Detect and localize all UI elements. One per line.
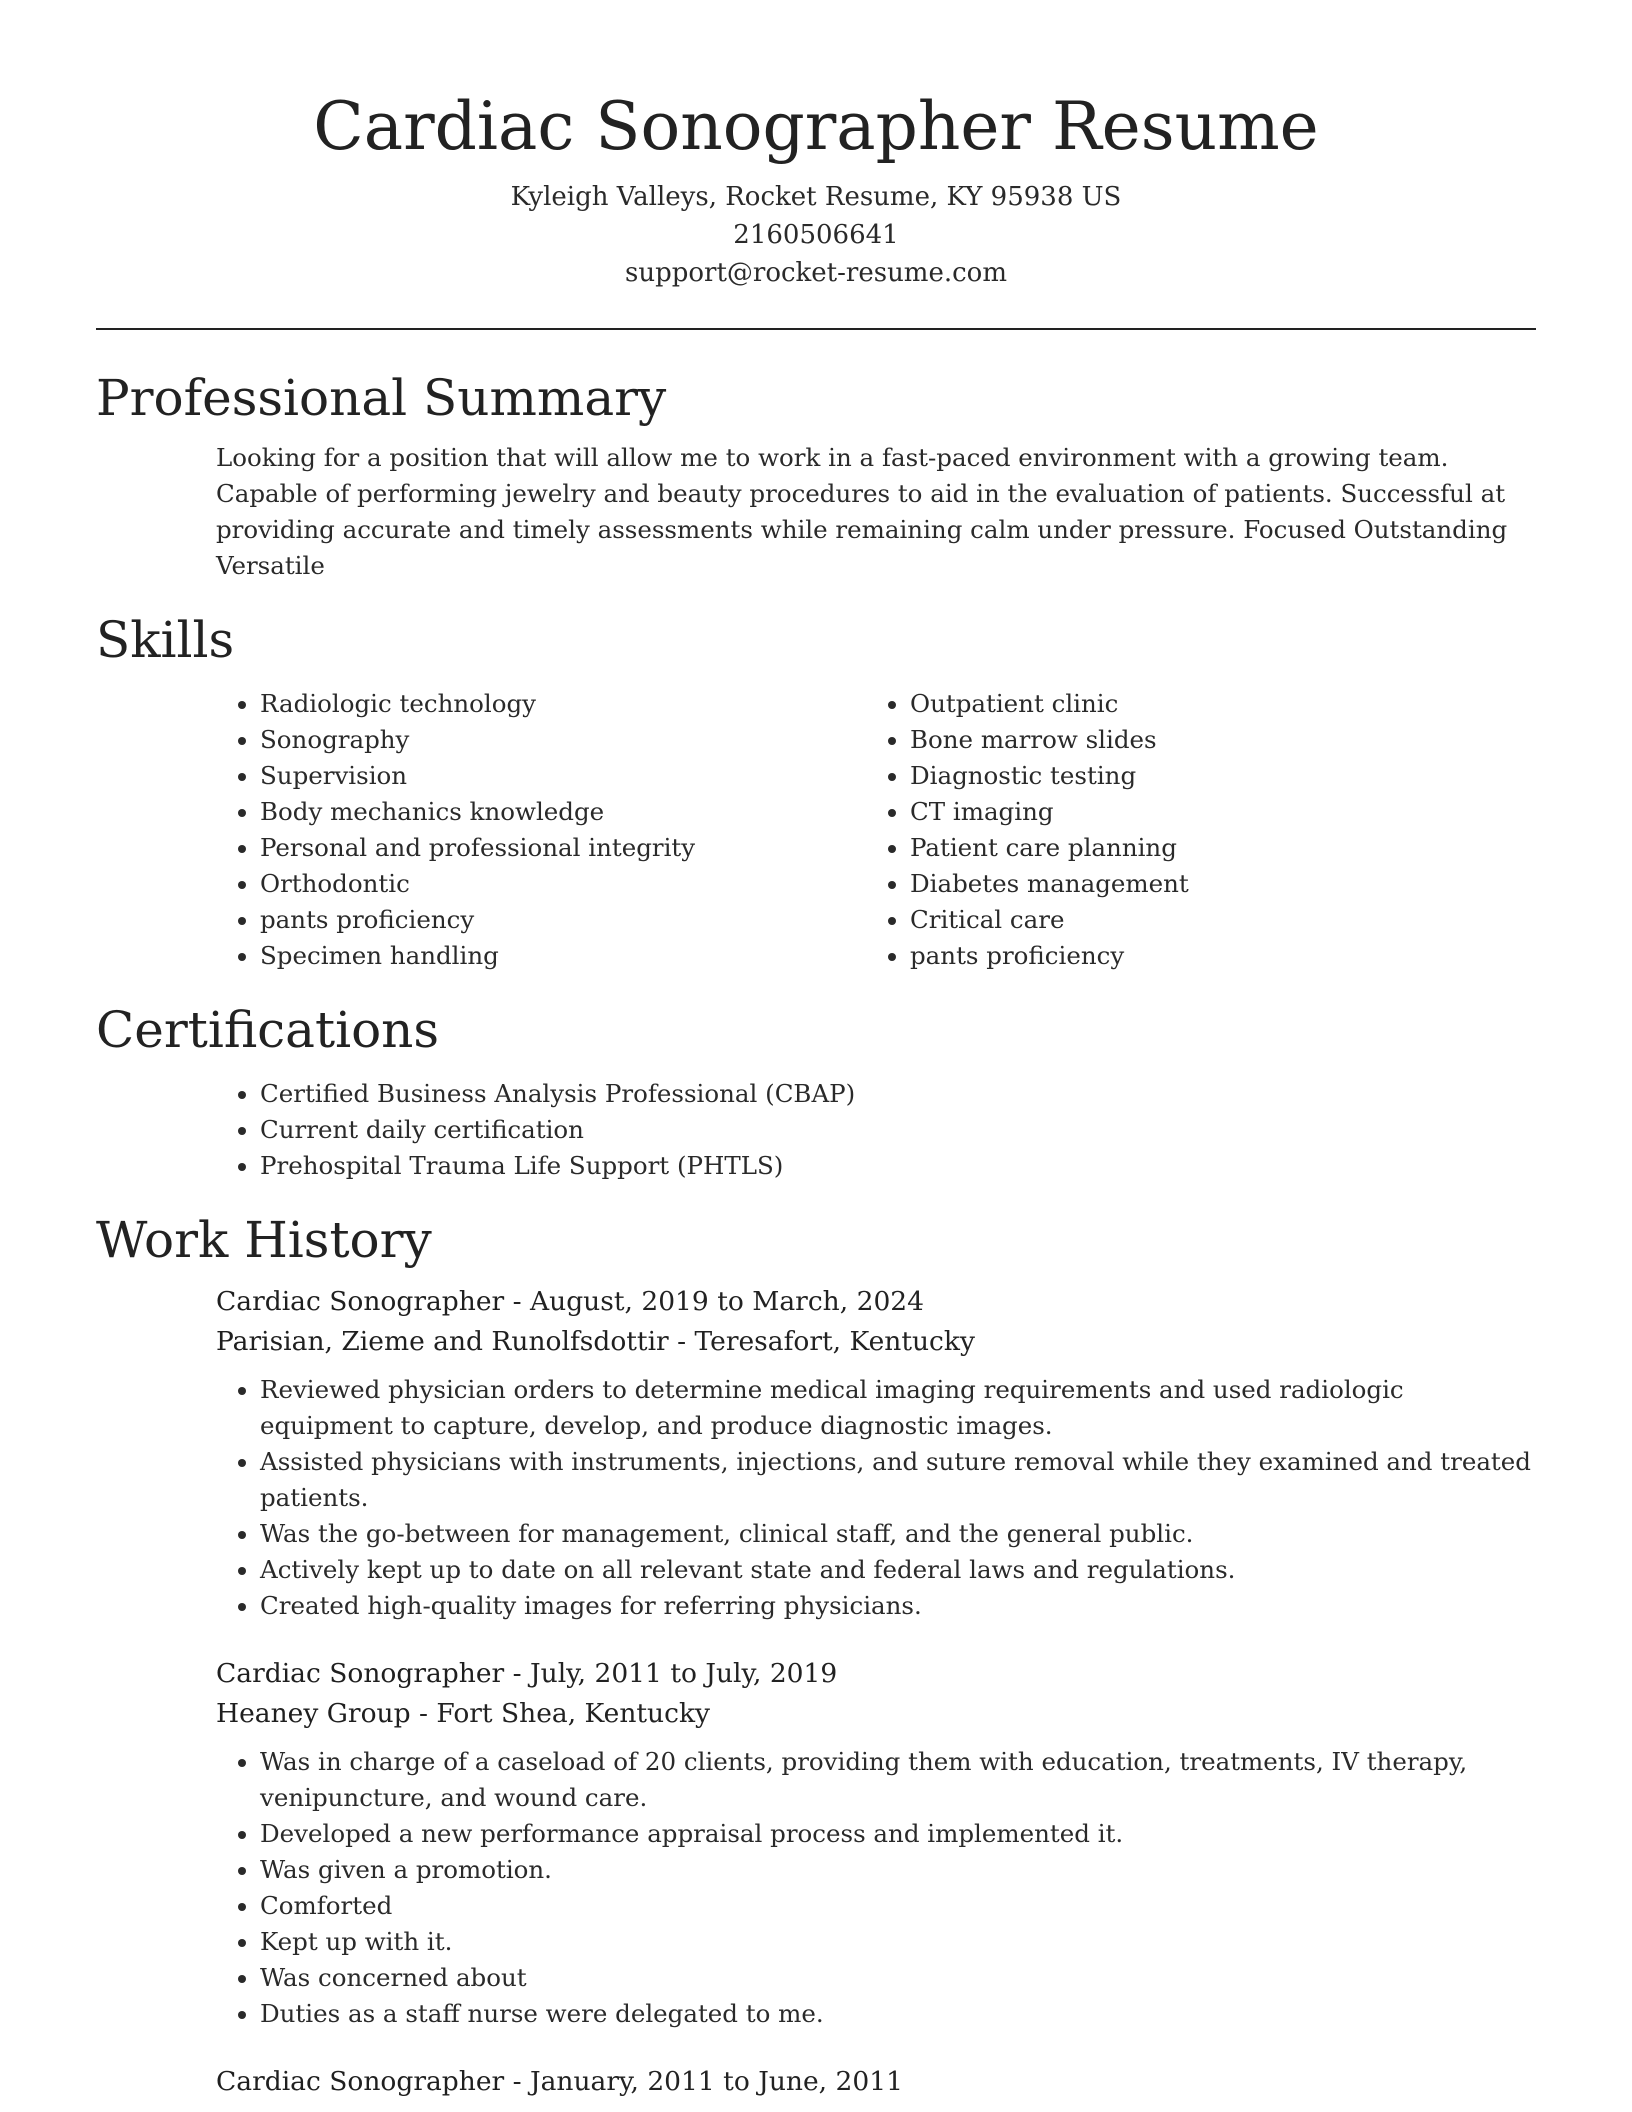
job-role: Cardiac Sonographer <box>216 2066 505 2097</box>
skills-section <box>96 608 1536 974</box>
job-location: Teresafort, Kentucky <box>694 1326 975 1357</box>
job-role: Cardiac Sonographer <box>216 1286 505 1317</box>
job-company-line: Heaney Group - Fort Shea, Kentucky <box>216 1698 710 1729</box>
job-duty: • Was in charge of a caseload of 20 clients, providing them with education, treatments, IV therapy, venipuncture, and wound care. <box>260 1744 1536 1816</box>
job-duty: • Was given a promotion. <box>260 1852 1536 1888</box>
skill-item: • Patient care planning <box>910 830 1410 866</box>
certification-item: • Current daily certification <box>260 1112 1536 1148</box>
certification-item: • Certified Business Analysis Professional (CBAP) <box>260 1076 1536 1112</box>
header-divider <box>96 328 1536 330</box>
skills-columns <box>96 686 1536 974</box>
skill-item: • Outpatient clinic <box>910 686 1410 722</box>
job-company: Parisian, Zieme and Runolfsdottir <box>216 1326 669 1357</box>
job-entry <box>96 1654 1536 2032</box>
job-duty: • Reviewed physician orders to determine medical imaging requirements and used radiologic equipment to capture, develop, and produce diagnostic images. <box>260 1372 1536 1444</box>
resume-title: Cardiac Sonographer Resume <box>313 88 1319 165</box>
job-dates: January, 2011 to June, 2011 <box>530 2066 903 2097</box>
job-company: Heaney Group <box>216 1698 411 1729</box>
job-dates: July, 2011 to July, 2019 <box>530 1658 838 1689</box>
job-duty: • Duties as a staff nurse were delegated to me. <box>260 1996 1536 2032</box>
job-title-line: Cardiac Sonographer - August, 2019 to March, 2024 <box>216 1286 925 1317</box>
job-title-line: Cardiac Sonographer - July, 2011 to July, 2019 <box>216 1658 838 1689</box>
summary-heading: Professional Summary <box>96 369 667 427</box>
job-entry <box>96 2062 1536 2102</box>
skill-item: • Body mechanics knowledge <box>260 794 746 830</box>
job-duties-list <box>96 1744 1536 2032</box>
summary-text: Looking for a position that will allow me to work in a fast-paced environment with a growing team. Capable of performing jewelry and beauty procedures to aid in the evaluation of patients. Successful at providing accurate and timely assessments while remaining calm under pressure. Focused Outstanding Versatile <box>216 443 1508 580</box>
summary-section <box>96 366 1536 584</box>
job-entry <box>96 1282 1536 1624</box>
job-duty: • Kept up with it. <box>260 1924 1536 1960</box>
certifications-section <box>96 998 1536 1184</box>
job-company-line: Parisian, Zieme and Runolfsdottir - Teresafort, Kentucky <box>216 1326 975 1357</box>
job-duty: • Was concerned about <box>260 1960 1536 1996</box>
skills-list-right <box>746 686 1410 974</box>
job-duty: • Comforted <box>260 1888 1536 1924</box>
skill-item: • Bone marrow slides <box>910 722 1410 758</box>
job-duty: • Developed a new performance appraisal process and implemented it. <box>260 1816 1536 1852</box>
skill-item: • Supervision <box>260 758 746 794</box>
certification-item: • Prehospital Trauma Life Support (PHTLS) <box>260 1148 1536 1184</box>
job-title-line: Cardiac Sonographer - January, 2011 to June, 2011 <box>216 2066 903 2097</box>
job-duties-list <box>96 1372 1536 1624</box>
skill-item: • Radiologic technology <box>260 686 746 722</box>
work-history-section <box>96 1208 1536 2102</box>
skill-item: • Specimen handling <box>260 938 746 974</box>
skill-item: • Personal and professional integrity <box>260 830 746 866</box>
job-duty: • Created high-quality images for referring physicians. <box>260 1588 1536 1624</box>
job-role: Cardiac Sonographer <box>216 1658 505 1689</box>
resume-page <box>96 0 1536 2102</box>
skill-item: • Diagnostic testing <box>910 758 1410 794</box>
job-duty: • Assisted physicians with instruments, injections, and suture removal while they examined and treated patients. <box>260 1444 1536 1516</box>
skill-item: • CT imaging <box>910 794 1410 830</box>
job-duty: • Actively kept up to date on all relevant state and federal laws and regulations. <box>260 1552 1536 1588</box>
contact-address: Kyleigh Valleys, Rocket Resume, KY 95938 US <box>510 182 1122 212</box>
skill-item: • pants proficiency <box>910 938 1410 974</box>
resume-header <box>96 0 1536 292</box>
skill-item: • Sonography <box>260 722 746 758</box>
skills-list-left <box>96 686 746 974</box>
skills-heading: Skills <box>96 611 235 669</box>
skill-item: • Orthodontic <box>260 866 746 902</box>
job-location: Fort Shea, Kentucky <box>436 1698 710 1729</box>
job-dates: August, 2019 to March, 2024 <box>530 1286 925 1317</box>
work-history-heading: Work History <box>96 1211 432 1269</box>
certifications-heading: Certifications <box>96 1001 440 1059</box>
contact-email[interactable]: support@rocket-resume.com <box>624 258 1007 288</box>
contact-info <box>96 178 1536 292</box>
skill-item: • Diabetes management <box>910 866 1410 902</box>
skill-item: • Critical care <box>910 902 1410 938</box>
job-duty: • Was the go-between for management, clinical staff, and the general public. <box>260 1516 1536 1552</box>
skill-item: • pants proficiency <box>260 902 746 938</box>
certifications-list <box>96 1076 1536 1184</box>
contact-phone: 2160506641 <box>733 220 899 250</box>
